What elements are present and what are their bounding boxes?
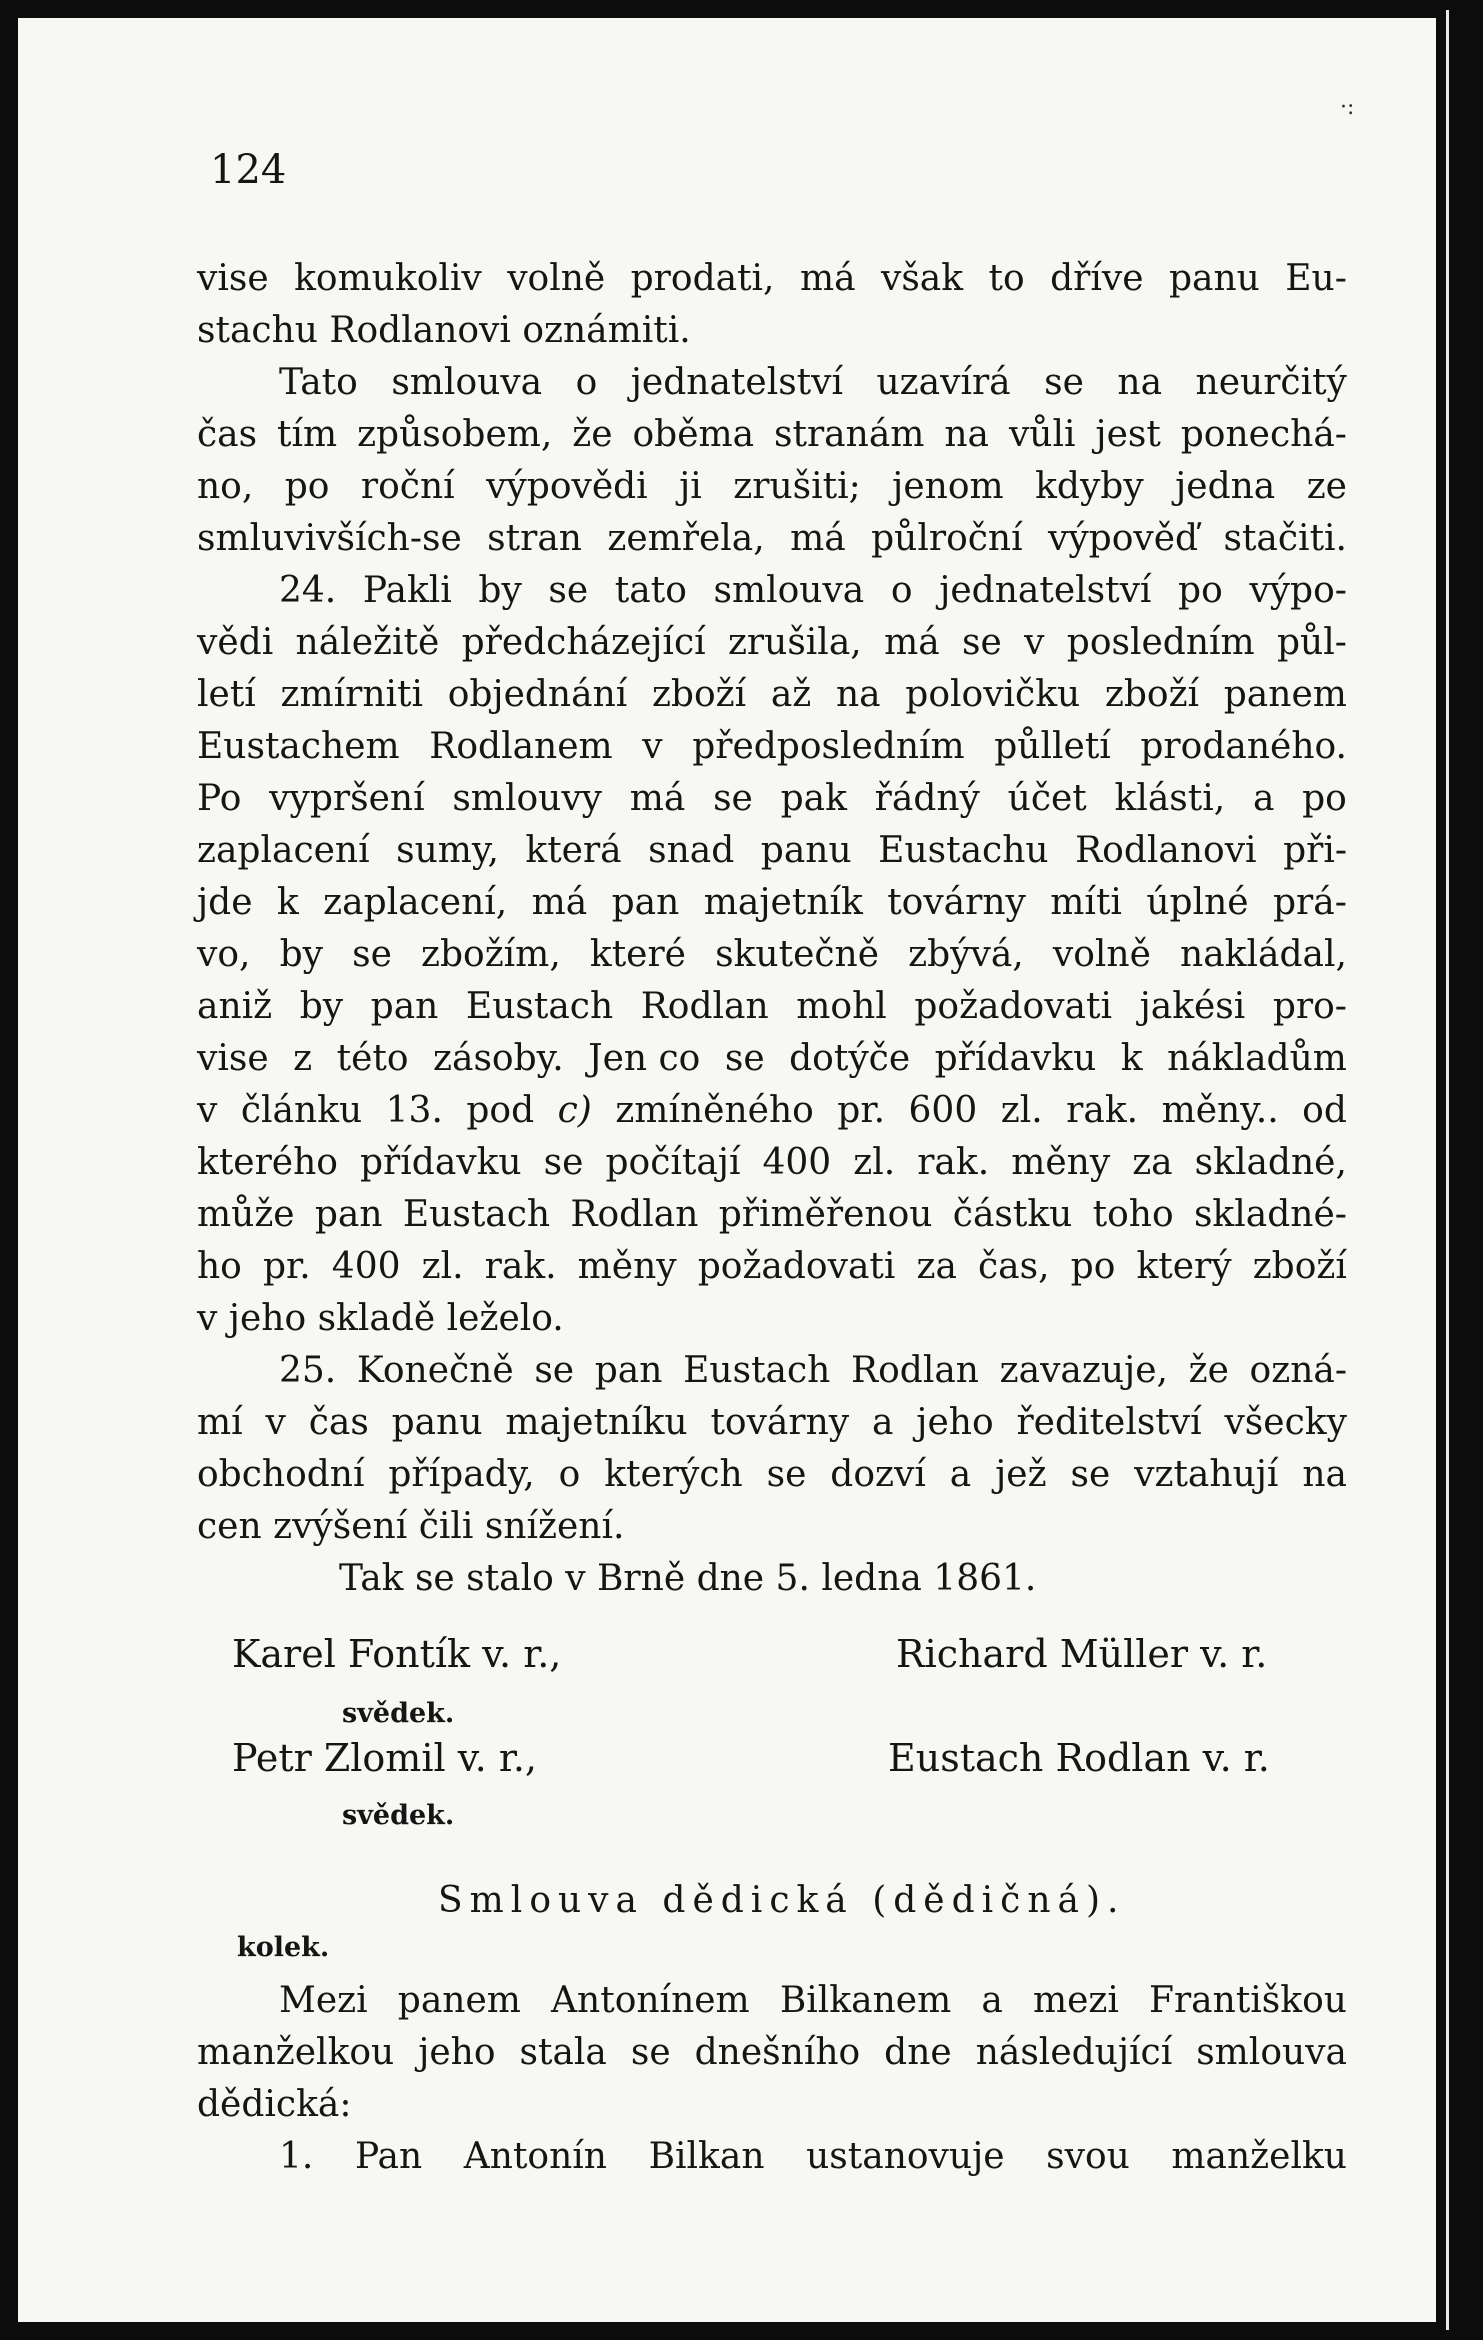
word: Tato xyxy=(279,362,358,403)
word: panu xyxy=(760,830,852,871)
word: na xyxy=(1302,1454,1347,1495)
word: zmírniti xyxy=(280,674,424,715)
word: Rodlan xyxy=(640,986,769,1027)
word: manželkou xyxy=(197,2032,395,2073)
word: kterých xyxy=(604,1454,743,1495)
text-line-4 xyxy=(197,409,1347,461)
text-line-6 xyxy=(197,513,1347,565)
word: cen xyxy=(197,1506,262,1547)
word: čas xyxy=(308,1402,369,1443)
word: míti xyxy=(1050,882,1122,923)
word: Pakli xyxy=(362,570,452,611)
word: tato xyxy=(614,570,687,611)
word: předposledním xyxy=(692,726,965,767)
word: skladné- xyxy=(1193,1194,1347,1235)
word: čas xyxy=(197,414,258,455)
contract-line-3 xyxy=(197,2079,1347,2131)
word: oznámiti. xyxy=(522,310,691,351)
word: panu xyxy=(391,1402,483,1443)
word: požadovati xyxy=(914,986,1112,1027)
word: jeho xyxy=(418,2032,496,2073)
word: stačiti. xyxy=(1223,518,1347,559)
word: pan xyxy=(594,1350,663,1391)
word: přiměřenou xyxy=(718,1194,933,1235)
word: přídavku xyxy=(934,1038,1097,1079)
text-line-22 xyxy=(197,1345,1347,1397)
word: požadovati xyxy=(697,1246,896,1287)
word: Mezi xyxy=(279,1980,368,2021)
word: na xyxy=(1117,362,1163,403)
word: skutečně xyxy=(715,934,880,975)
word: která xyxy=(525,830,622,871)
word: továrny xyxy=(710,1402,850,1443)
word: se xyxy=(534,1350,575,1391)
word: Pan xyxy=(354,2136,423,2177)
word: oběma xyxy=(632,414,755,455)
word: má xyxy=(531,882,588,923)
word: po xyxy=(284,466,330,507)
word: letí xyxy=(197,674,256,715)
word: 400 xyxy=(331,1246,401,1287)
word: pro- xyxy=(1272,986,1347,1027)
word: mohl xyxy=(796,986,887,1027)
word: zrušiti; xyxy=(733,466,861,507)
word: přídavku xyxy=(360,1142,522,1183)
signature-left-2: Petr Zlomil v. r., xyxy=(232,1736,537,1780)
word: obchodní xyxy=(197,1454,365,1495)
page-mark: ·: xyxy=(1340,95,1355,120)
word: řádný xyxy=(874,778,980,819)
word: které xyxy=(589,934,686,975)
word: však xyxy=(880,258,964,299)
word: pod xyxy=(466,1090,535,1131)
word: nakládal, xyxy=(1180,934,1347,975)
word: vise xyxy=(197,258,269,299)
word: dnešního xyxy=(694,2032,861,2073)
word: na xyxy=(944,414,990,455)
word: no, xyxy=(197,466,254,507)
word: po xyxy=(1070,1246,1116,1287)
word: ji xyxy=(679,466,702,507)
word: jeho xyxy=(916,1402,994,1443)
word: se xyxy=(962,622,1002,663)
word: mezi xyxy=(1032,1980,1119,2021)
text-line-12 xyxy=(197,825,1347,877)
word: kterého xyxy=(197,1142,338,1183)
word: jest xyxy=(1095,414,1161,455)
word: smlouva xyxy=(391,362,543,403)
word: by xyxy=(478,570,522,611)
word: nákladům xyxy=(1167,1038,1347,1079)
word: stachu xyxy=(197,310,318,351)
word: měny xyxy=(1011,1142,1111,1183)
text-line-1 xyxy=(197,253,1347,305)
word: za xyxy=(1132,1142,1173,1183)
text-line-7 xyxy=(197,565,1347,617)
word: Rodlanovi xyxy=(329,310,511,351)
word: smlouva xyxy=(713,570,865,611)
word: se xyxy=(724,1038,765,1079)
word: se xyxy=(352,934,392,975)
word: Rodlan xyxy=(570,1194,699,1235)
word: Eustachem xyxy=(197,726,400,767)
word: se xyxy=(1070,1454,1111,1495)
word: vůli xyxy=(1008,414,1076,455)
word: k xyxy=(276,882,299,923)
word: by xyxy=(279,934,323,975)
word: vise xyxy=(197,1038,269,1079)
word: dne xyxy=(884,2032,952,2073)
word: případy, xyxy=(388,1454,535,1495)
word: až xyxy=(770,674,812,715)
word: ho xyxy=(197,1246,242,1287)
word: ponechá- xyxy=(1180,414,1347,455)
text-line-25 xyxy=(197,1501,1347,1553)
word: všecky xyxy=(1224,1402,1347,1443)
word: zboží xyxy=(1104,674,1200,715)
word: vědi xyxy=(197,622,274,663)
word: zl. xyxy=(853,1142,896,1183)
word: dříve xyxy=(1050,258,1144,299)
word: smlouva xyxy=(1196,2032,1347,2073)
word: dotýče xyxy=(789,1038,911,1079)
contract-line-2 xyxy=(197,2027,1347,2079)
word: se xyxy=(1044,362,1084,403)
text-line-10 xyxy=(197,721,1347,773)
word: v xyxy=(197,1298,218,1339)
word: účet xyxy=(1007,778,1087,819)
word: půlletí xyxy=(994,726,1111,767)
word: Eu- xyxy=(1285,258,1347,299)
word: jakési xyxy=(1139,986,1246,1027)
word: že xyxy=(1188,1350,1229,1391)
word: předcházející xyxy=(461,622,706,663)
word: úplné xyxy=(1146,882,1249,923)
word: Rodlanem xyxy=(429,726,613,767)
word: Antonín xyxy=(463,2136,607,2177)
word: uzavírá xyxy=(876,362,1011,403)
text-line-8 xyxy=(197,617,1347,669)
word: stran xyxy=(487,518,582,559)
signature-right-1: Richard Müller v. r. xyxy=(896,1632,1268,1676)
word: Bilkanem xyxy=(779,1980,952,2021)
word: skladné, xyxy=(1194,1142,1347,1183)
word: svou xyxy=(1046,2136,1130,2177)
word: a xyxy=(871,1402,894,1443)
word: ze xyxy=(1306,466,1347,507)
word: této xyxy=(336,1038,409,1079)
word: o xyxy=(890,570,913,611)
word: zl. xyxy=(421,1246,464,1287)
text-line-9 xyxy=(197,669,1347,721)
word: rak. xyxy=(1066,1090,1139,1131)
word: měny.. xyxy=(1161,1090,1279,1131)
word: zrušila, xyxy=(727,622,862,663)
text-line-14 xyxy=(197,929,1347,981)
text-line-20 xyxy=(197,1241,1347,1293)
word: 24. xyxy=(279,570,337,611)
word: toho xyxy=(1092,1194,1174,1235)
word: částku xyxy=(952,1194,1073,1235)
word: roční xyxy=(360,466,455,507)
contract-line-1 xyxy=(197,1975,1347,2027)
word: by xyxy=(299,986,344,1027)
word: čili xyxy=(418,1506,474,1547)
word: vo, xyxy=(197,934,251,975)
word: snížení. xyxy=(484,1506,625,1547)
word: Rodlanovi xyxy=(1075,830,1257,871)
word: výpovědi xyxy=(486,466,648,507)
word: prodaného. xyxy=(1140,726,1347,767)
word: Konečně xyxy=(356,1350,514,1391)
word: se xyxy=(543,1142,584,1183)
witness-label-2: svědek. xyxy=(342,1800,455,1831)
text-line-3 xyxy=(197,357,1347,409)
word: skladě xyxy=(317,1298,436,1339)
signature-left-1: Karel Fontík v. r., xyxy=(232,1632,562,1676)
page-number: 124 xyxy=(210,147,287,193)
word: a xyxy=(949,1454,972,1495)
word: snad xyxy=(648,830,735,871)
word: výpověď xyxy=(1048,518,1199,559)
word: zboží xyxy=(1252,1246,1347,1287)
word: jedna xyxy=(1175,466,1276,507)
text-line-24 xyxy=(197,1449,1347,1501)
main-text xyxy=(197,253,1347,1605)
scan-edge-line xyxy=(1446,10,1449,2330)
contract-title: Smlouva dědická (dědičná). xyxy=(438,1880,1126,1921)
word: pan xyxy=(370,986,439,1027)
word: Eustach xyxy=(402,1194,551,1235)
word: má xyxy=(799,258,856,299)
word: panem xyxy=(397,1980,521,2021)
word: jednatelství xyxy=(630,362,844,403)
text-line-17 xyxy=(197,1085,1347,1137)
word: Po xyxy=(197,778,242,819)
word: půlroční xyxy=(871,518,1023,559)
word: zavazuje, xyxy=(999,1350,1168,1391)
word: zvýšení xyxy=(273,1506,408,1547)
text-line-5 xyxy=(197,461,1347,513)
word: a xyxy=(1252,778,1275,819)
word: náležitě xyxy=(295,622,440,663)
word: posledním xyxy=(1066,622,1255,663)
stamp-label: kolek. xyxy=(237,1932,330,1963)
word: vypršení xyxy=(269,778,425,819)
word: jeho xyxy=(228,1298,307,1339)
word: komukoliv xyxy=(294,258,482,299)
word: Eustachu xyxy=(878,830,1049,871)
word: jde xyxy=(197,882,253,923)
word: stranám xyxy=(774,414,925,455)
word: 25. xyxy=(279,1350,337,1391)
word: ustanovuje xyxy=(806,2136,1005,2177)
word: od xyxy=(1302,1090,1347,1131)
word: se xyxy=(713,778,753,819)
word: při- xyxy=(1283,830,1347,871)
word: v xyxy=(265,1402,286,1443)
word: zaplacení, xyxy=(323,882,508,923)
text-line-19 xyxy=(197,1189,1347,1241)
word: že xyxy=(572,414,613,455)
word: Antonínem xyxy=(551,1980,750,2021)
word: se xyxy=(766,1454,807,1495)
word: ředitelství xyxy=(1016,1402,1202,1443)
word: majetník xyxy=(703,882,863,923)
text-line-2 xyxy=(197,305,1347,357)
word: neurčitý xyxy=(1195,362,1347,403)
word: rak. xyxy=(484,1246,557,1287)
word: to xyxy=(988,258,1025,299)
word: volně xyxy=(507,258,606,299)
word: zl. xyxy=(1000,1090,1043,1131)
word: objednání xyxy=(447,674,628,715)
word: jež xyxy=(995,1454,1047,1495)
word: c) xyxy=(557,1090,592,1131)
word: pan xyxy=(611,882,680,923)
word: po xyxy=(1178,570,1223,611)
word: továrny xyxy=(887,882,1026,923)
word: rak. xyxy=(917,1142,990,1183)
signature-right-2: Eustach Rodlan v. r. xyxy=(888,1736,1270,1780)
text-line-11 xyxy=(197,773,1347,825)
word: sumy, xyxy=(396,830,499,871)
word: smluvivších-se xyxy=(197,518,462,559)
word: za xyxy=(916,1246,957,1287)
contract-text xyxy=(197,1975,1347,2183)
word: volně xyxy=(1052,934,1151,975)
word: půl- xyxy=(1277,622,1347,663)
word: způsobem, xyxy=(357,414,553,455)
word: v xyxy=(1024,622,1045,663)
word: zmíněného xyxy=(615,1090,814,1131)
word: zbožím, xyxy=(421,934,561,975)
text-line-15 xyxy=(197,981,1347,1033)
word: kdyby xyxy=(1035,466,1144,507)
word: prá- xyxy=(1272,882,1347,923)
word: stala xyxy=(519,2032,607,2073)
word: v xyxy=(642,726,663,767)
word: a xyxy=(981,1980,1003,2021)
word: mí xyxy=(197,1402,243,1443)
word: leželo. xyxy=(446,1298,564,1339)
word: pr. xyxy=(262,1246,311,1287)
word: z xyxy=(293,1038,313,1079)
word: má xyxy=(629,778,686,819)
word: zbývá, xyxy=(908,934,1024,975)
word: o xyxy=(575,362,598,403)
text-line-21 xyxy=(197,1293,1347,1345)
text-line-16 xyxy=(197,1033,1347,1085)
word: výpo- xyxy=(1249,570,1347,611)
word: 1. xyxy=(279,2136,314,2177)
word: článku xyxy=(240,1090,363,1131)
word: polovičku xyxy=(905,674,1081,715)
word: dozví xyxy=(830,1454,926,1495)
word: panu xyxy=(1168,258,1260,299)
word: Jen co xyxy=(588,1038,701,1079)
word: Františkou xyxy=(1148,1980,1347,2021)
contract-line-4 xyxy=(197,2131,1347,2183)
word: majetníku xyxy=(505,1402,688,1443)
word: se xyxy=(630,2032,671,2073)
word: Eustach xyxy=(465,986,614,1027)
word: následující xyxy=(975,2032,1173,2073)
word: dědická: xyxy=(197,2084,352,2125)
word: k xyxy=(1120,1038,1143,1079)
word: 400 xyxy=(762,1142,832,1183)
text-line-23 xyxy=(197,1397,1347,1449)
word: má xyxy=(884,622,940,663)
word: počítají xyxy=(605,1142,741,1183)
word: zemřela, xyxy=(607,518,765,559)
word: 600 xyxy=(908,1090,978,1131)
word: aniž xyxy=(197,986,273,1027)
word: má xyxy=(790,518,846,559)
word: jednatelství xyxy=(939,570,1152,611)
word: 13. xyxy=(385,1090,443,1131)
word: po xyxy=(1302,778,1347,819)
word: v xyxy=(197,1090,218,1131)
word: Eustach xyxy=(683,1350,831,1391)
word: vztahují xyxy=(1134,1454,1279,1495)
word: který xyxy=(1136,1246,1232,1287)
word: klásti, xyxy=(1114,778,1226,819)
word: manželku xyxy=(1171,2136,1347,2177)
word: pak xyxy=(780,778,847,819)
word: o xyxy=(558,1454,581,1495)
word: může xyxy=(197,1194,295,1235)
word: tím xyxy=(277,414,338,455)
word: panem xyxy=(1223,674,1347,715)
word: zboží xyxy=(651,674,747,715)
word: prodati, xyxy=(630,258,775,299)
word: zásoby. xyxy=(433,1038,564,1079)
word: na xyxy=(835,674,881,715)
date-line: Tak se stalo v Brně dne 5. ledna 1861. xyxy=(339,1558,1037,1599)
word: pr. xyxy=(837,1090,886,1131)
word: měny xyxy=(577,1246,677,1287)
word: Bilkan xyxy=(648,2136,765,2177)
text-line-13 xyxy=(197,877,1347,929)
word: čas, xyxy=(978,1246,1050,1287)
witness-label-1: svědek. xyxy=(342,1698,455,1729)
word: pan xyxy=(314,1194,383,1235)
text-line-18 xyxy=(197,1137,1347,1189)
word: smlouvy xyxy=(452,778,602,819)
word: Rodlan xyxy=(851,1350,979,1391)
word: zaplacení xyxy=(197,830,370,871)
word: se xyxy=(548,570,589,611)
word: ozná- xyxy=(1249,1350,1347,1391)
word: jenom xyxy=(892,466,1004,507)
